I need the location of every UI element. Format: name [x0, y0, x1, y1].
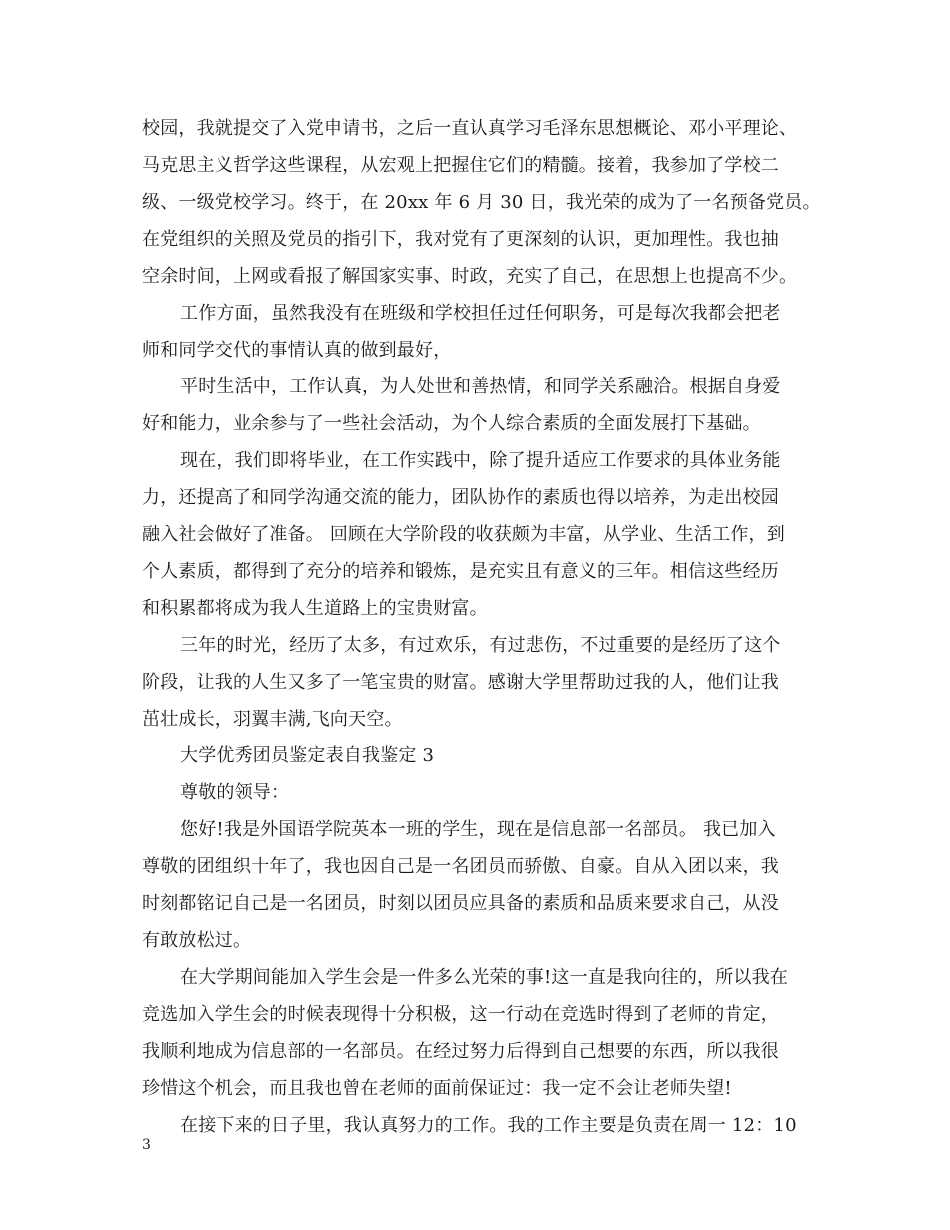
paragraph-start-line: 工作方面，虽然我没有在班级和学校担任过任何职务，可是每次我都会把老	[180, 303, 781, 324]
text-line: 个人素质，都得到了充分的培养和锻炼，是充实且有意义的三年。相信这些经历	[142, 561, 779, 582]
paragraph-start-line: 三年的时光，经历了太多，有过欢乐，有过悲伤，不过重要的是经历了这个	[180, 635, 781, 656]
paragraph-start-line: 您好!我是外国语学院英本一班的学生，现在是信息部一名部员。 我已加入	[180, 819, 776, 840]
paragraph-start-line: 平时生活中，工作认真，为人处世和善热情，和同学关系融洽。根据自身爱	[180, 376, 781, 397]
text-line: 时刻都铭记自己是一名团员，时刻以团员应具备的素质和品质来要求自己，从没	[142, 893, 779, 914]
text-line: 融入社会做好了准备。 回顾在大学阶段的收获颇为丰富，从学业、生活工作，到	[142, 524, 785, 545]
text-line: 在党组织的关照及党员的指引下，我对党有了更深刻的认识，更加理性。我也抽	[142, 229, 779, 250]
salutation: 尊敬的领导：	[180, 782, 290, 803]
text-line: 好和能力，业余参与了一些社会活动，为个人综合素质的全面发展打下基础。	[142, 413, 761, 434]
text-line: 师和同学交代的事情认真的做到最好，	[142, 340, 452, 361]
text-line: 级、一级党校学习。终于，在 20xx 年 6 月 30 日，我光荣的成为了一名预备党员。	[142, 192, 821, 213]
text-line: 力，还提高了和同学沟通交流的能力，团队协作的素质也得以培养，为走出校园	[142, 487, 779, 508]
text-line: 尊敬的团组织十年了，我也因自己是一名团员而骄傲、自豪。自从入团以来，我	[142, 856, 779, 877]
text-line: 我顺利地成为信息部的一名部员。在经过努力后得到自己想要的东西，所以我很	[142, 1041, 779, 1062]
paragraph-start-line: 在大学期间能加入学生会是一件多么光荣的事!这一直是我向往的，所以我在	[180, 967, 789, 988]
text-line: 有敢放松过。	[142, 930, 252, 951]
page-number: 3	[142, 1137, 151, 1153]
paragraph-start-line: 在接下来的日子里，我认真努力的工作。我的工作主要是负责在周一 12：10	[180, 1115, 797, 1136]
section-heading: 大学优秀团员鉴定表自我鉴定 3	[180, 745, 435, 766]
text-line: 竞选加入学生会的时候表现得十分积极，这一行动在竞选时得到了老师的肯定，	[142, 1004, 779, 1025]
text-line: 和积累都将成为我人生道路上的宝贵财富。	[142, 598, 488, 619]
text-line: 空余时间，上网或看报了解国家实事、时政，充实了自己，在思想上也提高不少。	[142, 266, 798, 287]
text-line: 校园，我就提交了入党申请书，之后一直认真学习毛泽东思想概论、邓小平理论、	[142, 118, 798, 139]
text-line: 珍惜这个机会，而且我也曾在老师的面前保证过：我一定不会让老师失望!	[142, 1078, 732, 1099]
text-line: 马克思主义哲学这些课程，从宏观上把握住它们的精髓。接着，我参加了学校二	[142, 155, 779, 176]
paragraph-start-line: 现在，我们即将毕业，在工作实践中，除了提升适应工作要求的具体业务能	[180, 450, 781, 471]
text-line: 茁壮成长，羽翼丰满,飞向天空。	[142, 709, 403, 730]
text-line: 阶段，让我的人生又多了一笔宝贵的财富。感谢大学里帮助过我的人，他们让我	[142, 672, 779, 693]
